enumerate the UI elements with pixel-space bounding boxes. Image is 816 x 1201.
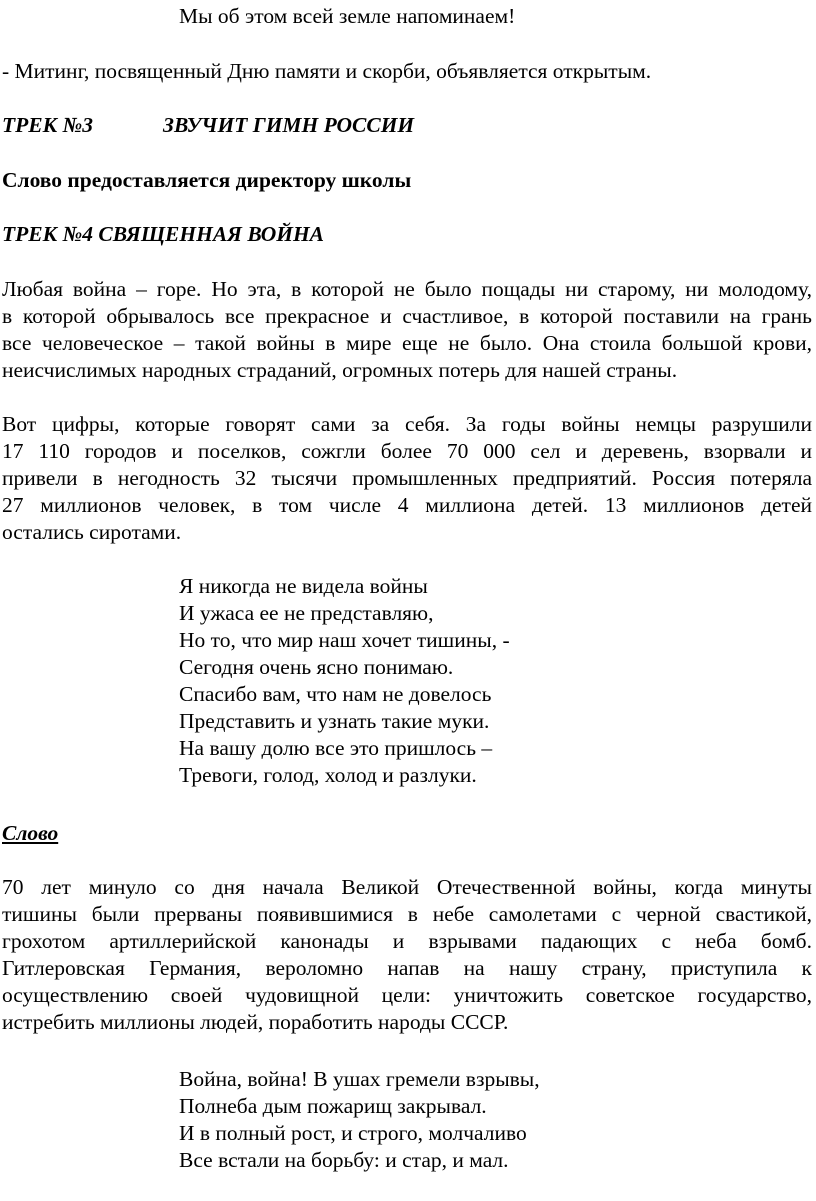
paragraph-line: в которой обрывалось все прекрасное и счастливое, в которой поставили на грань	[2, 304, 812, 328]
track-4-heading: ТРЕК №4 СВЯЩЕННАЯ ВОЙНА	[2, 222, 325, 246]
paragraph-70-years	[2, 874, 812, 1036]
poem-line: Война, война! В ушах гремели взрывы,	[179, 1067, 540, 1091]
poem-line: Я никогда не видела войны	[179, 574, 428, 598]
poem-never-seen-war	[179, 573, 510, 789]
track-3-label: ТРЕК №3	[2, 113, 93, 137]
poem-line: На вашу долю все это пришлось –	[179, 736, 493, 760]
paragraph-war-figures	[2, 411, 812, 546]
paragraph-line: Гитлеровская Германия, вероломно напав на нашу страну, приступила к	[2, 956, 812, 980]
paragraph-line: тишины были прерваны появившимися в небе самолетами с черной свастикой,	[2, 902, 812, 926]
paragraph-line: привели в негодность 32 тысячи промышленных предприятий. Россия потеряла	[2, 466, 812, 490]
paragraph-line: истребить миллионы людей, поработить народы СССР.	[2, 1010, 509, 1034]
opening-announcement: - Митинг, посвященный Дню памяти и скорби, объявляется открытым.	[2, 59, 652, 83]
poem-war-war	[179, 1066, 540, 1174]
director-line: Слово предоставляется директору школы	[2, 168, 412, 192]
track-3-title: ЗВУЧИТ ГИМН РОССИИ	[163, 113, 415, 137]
paragraph-line: осуществлению своей чудовищной цели: уничтожить советское государство,	[2, 983, 812, 1007]
paragraph-line: грохотом артиллерийской канонады и взрывами падающих с неба бомб.	[2, 929, 812, 953]
paragraph-line: 17 110 городов и поселков, сожгли более 70 000 сел и деревень, взорвали и	[2, 439, 812, 463]
poem-line: И ужаса ее не представляю,	[179, 601, 434, 625]
poem-line: Тревоги, голод, холод и разлуки.	[179, 763, 477, 787]
poem-line: Полнеба дым пожарищ закрывал.	[179, 1094, 487, 1118]
poem-line: Сегодня очень ясно понимаю.	[179, 655, 454, 679]
poem-line: Но то, что мир наш хочет тишины, -	[179, 628, 510, 652]
paragraph-line: неисчислимых народных страданий, огромных потерь для нашей страны.	[2, 358, 678, 382]
paragraph-line: Любая война – горе. Но эта, в которой не было пощады ни старому, ни молодому,	[2, 277, 812, 301]
closing-line: Мы об этом всей земле напоминаем!	[179, 4, 516, 28]
paragraph-war-grief	[2, 276, 812, 384]
paragraph-line: 27 миллионов человек, в том числе 4 миллиона детей. 13 миллионов детей	[2, 493, 812, 517]
paragraph-line: все человеческое – такой войны в мире еще не было. Она стоила большой крови,	[2, 331, 812, 355]
paragraph-line: Вот цифры, которые говорят сами за себя. За годы войны немцы разрушили	[2, 412, 812, 436]
word-heading: Слово	[2, 821, 59, 845]
poem-line: Спасибо вам, что нам не довелось	[179, 682, 492, 706]
poem-line: И в полный рост, и строго, молчаливо	[179, 1121, 527, 1145]
paragraph-line: 70 лет минуло со дня начала Великой Отечественной войны, когда минуты	[2, 875, 812, 899]
poem-line: Представить и узнать такие муки.	[179, 709, 490, 733]
paragraph-line: остались сиротами.	[2, 520, 182, 544]
poem-line: Все встали на борьбу: и стар, и мал.	[179, 1148, 509, 1172]
